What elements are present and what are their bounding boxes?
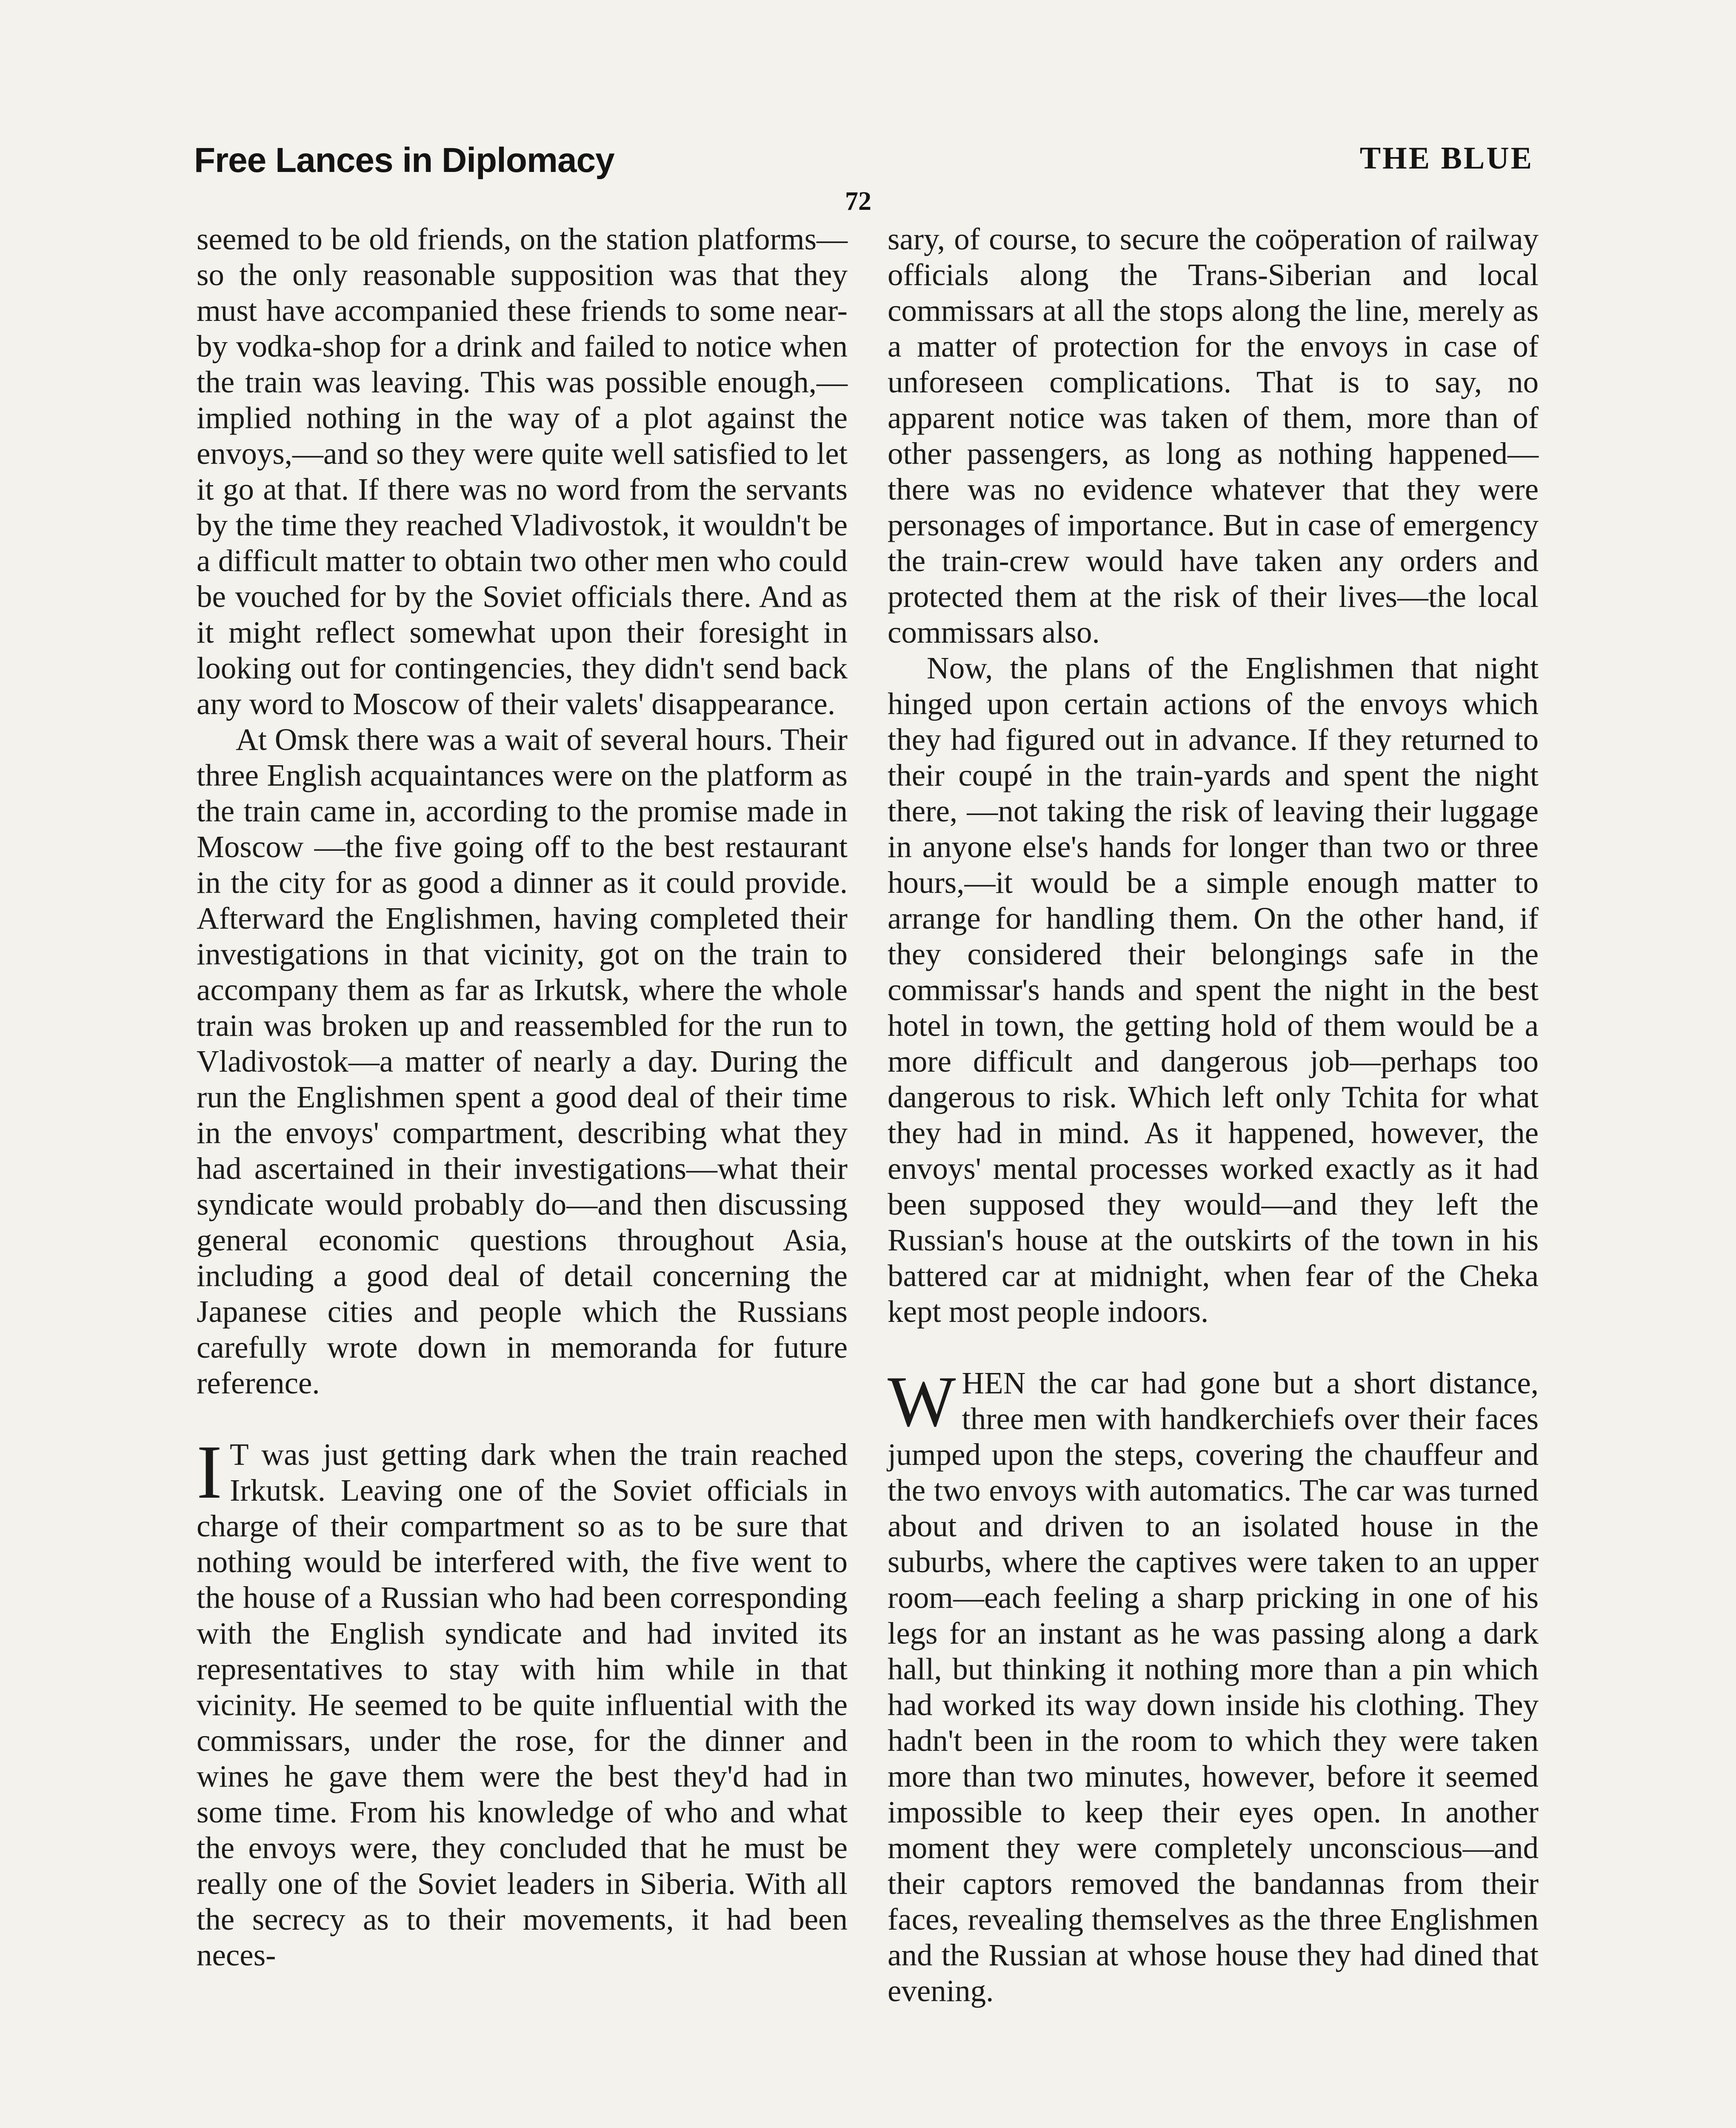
right-paragraph-3 [888, 1361, 1539, 2009]
page-number: 72 [845, 187, 871, 216]
right-paragraph-1: sary, of course, to secure the coöperation of railway officials along the Trans-Siberian and local commissars at all the stops along the line, merely as a matter of protection for the envoys in case of unforeseen complications. That is to say, no apparent notice was taken of them, more than of other passengers, as long as nothing happened—there was no evidence whatever that they were personages of importance. But in case of emergency the train-crew would have taken any orders and protected them at the risk of their lives—the local commissars also. [888, 222, 1539, 649]
section-break [197, 1401, 848, 1437]
story-title: Free Lances in Diplomacy [194, 141, 614, 180]
left-column [197, 221, 848, 1973]
right-paragraph-2: Now, the plans of the Englishmen that night hinged upon certain actions of the envoys which they had figured out in advance. If they returned to their coupé in the train-yards and spent the night there, —not taking the risk of leaving their luggage in anyone else's hands for longer than two or three hours,—it would be a simple enough matter to arrange for handling them. On the other hand, if they considered their belongings safe in the commissar's hands and spent the night in the best hotel in town, the getting hold of them would be a more difficult and dangerous job—perhaps too dangerous to risk. Which left only Tchita for what they had in mind. As it happened, however, the envoys' mental processes worked exactly as it had been supposed they would—and they left the Russian's house at the outskirts of the town in his battered car at midnight, when fear of the Cheka kept most people indoors. [888, 651, 1539, 1329]
magazine-name: THE BLUE [1359, 141, 1533, 176]
section-break [888, 1330, 1539, 1365]
drop-cap-w: W [888, 1361, 956, 1442]
left-paragraph-3 [197, 1430, 848, 1973]
left-paragraph-2: At Omsk there was a wait of several hours. Their three English acquaintances were on the platform as the train came in, according to the promise made in Moscow —the five going off to the best restaurant in the city for as good a dinner as it could provide. Afterward the Englishmen, having completed their investigations in that vicinity, got on the train to accompany them as far as Irkutsk, where the whole train was broken up and reassembled for the run to Vladivostok—a matter of nearly a day. During the run the Englishmen spent a good deal of their time in the envoys' compartment, describing what they had ascertained in their investigations—what their syndicate would probably do—and then discussing general economic questions throughout Asia, including a good deal of detail concerning the Japanese cities and people which the Russians carefully wrote down in memoranda for future reference. [197, 722, 848, 1400]
right-column [888, 221, 1539, 2009]
left-paragraph-3-text: T was just getting dark when the train reached Irkutsk. Leaving one of the Soviet officials in charge of their compartment so as to be sure that nothing would be interfered with, the five went to the house of a Russian who had been corresponding with the English syndicate and had invited its representatives to stay with him while in that vicinity. He seemed to be quite influential with the commissars, under the rose, for the dinner and wines he gave them were the best they'd had in some time. From his knowledge of who and what the envoys were, they concluded that he must be really one of the Soviet leaders in Siberia. With all the secrecy as to their movements, it had been neces- [197, 1437, 848, 1972]
left-paragraph-1: seemed to be old friends, on the station platforms—so the only reasonable supposition was that they must have accompanied these friends to some near-by vodka-shop for a drink and failed to notice when the train was leaving. This was possible enough,—implied nothing in the way of a plot against the envoys,—and so they were quite well satisfied to let it go at that. If there was no word from the servants by the time they reached Vladivostok, it wouldn't be a difficult matter to obtain two other men who could be vouched for by the Soviet officials there. And as it might reflect somewhat upon their foresight in looking out for contingencies, they didn't send back any word to Moscow of their valets' disappearance. [197, 222, 848, 721]
right-paragraph-3-text: HEN the car had gone but a short distance, three men with handkerchiefs over their faces jumped upon the steps, covering the chauffeur and the two envoys with automatics. The car was turned about and driven to an isolated house in the suburbs, where the captives were taken to an upper room—each feeling a sharp pricking in one of his legs for an instant as he was passing along a dark hall, but thinking it nothing more than a pin which had worked its way down inside his clothing. They hadn't been in the room to which they were taken more than two minutes, however, before it seemed impossible to keep their eyes open. In another moment they were completely unconscious—and their captors removed the bandannas from their faces, revealing themselves as the three Englishmen and the Russian at whose house they had dined that evening. [888, 1366, 1539, 2008]
drop-cap-i: I [197, 1430, 222, 1514]
